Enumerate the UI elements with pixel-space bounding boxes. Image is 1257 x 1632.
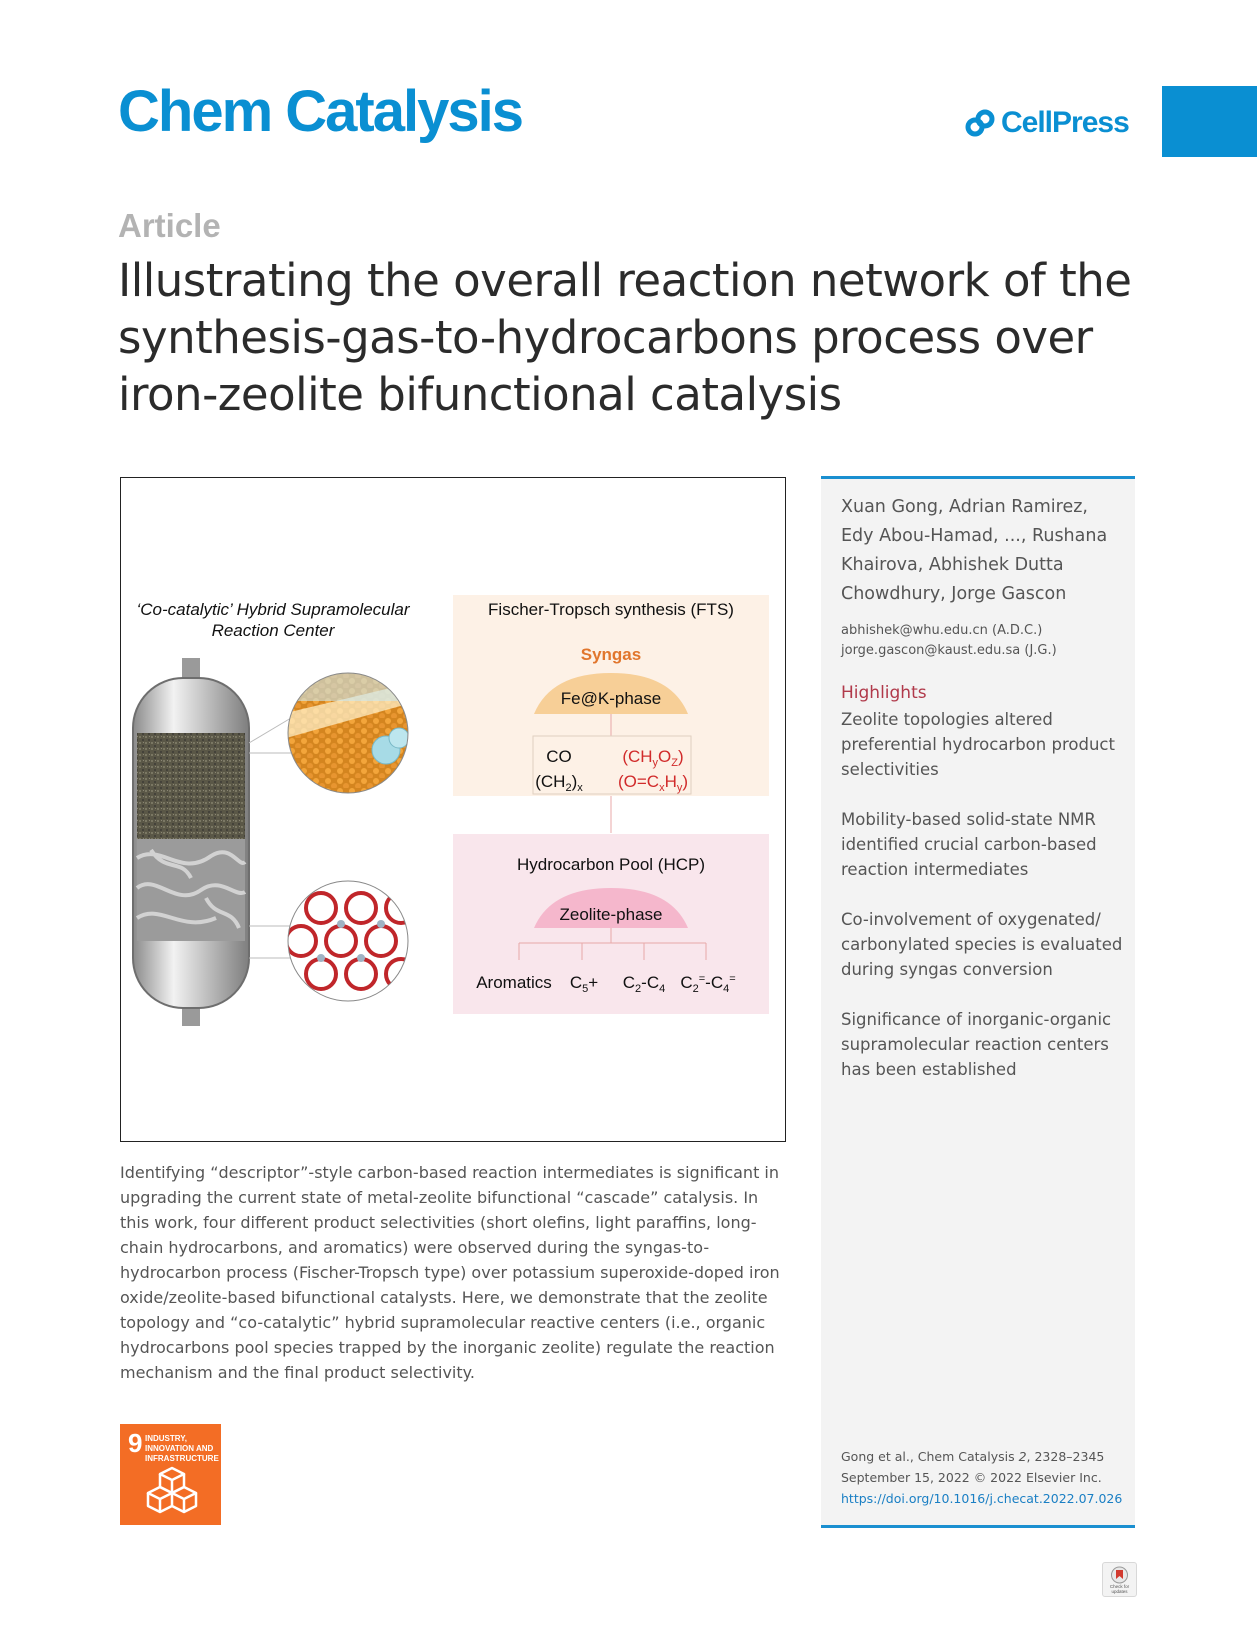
product-aromatics: Aromatics bbox=[476, 973, 552, 992]
sdg-number: 9 bbox=[128, 1428, 143, 1458]
graphical-abstract bbox=[120, 477, 786, 1142]
check-for-updates-badge[interactable] bbox=[1102, 1562, 1137, 1597]
svg-text:updates: updates bbox=[1111, 1589, 1128, 1594]
bookmark-icon bbox=[1103, 1563, 1136, 1596]
zeolite-phase-label: Zeolite-phase bbox=[559, 905, 663, 924]
reactor-vessel bbox=[133, 658, 249, 1026]
product-c5-plus: $C_5+$ bbox=[569, 973, 599, 995]
highlight-item: Zeolite topologies altered preferential hydrocarbon product selectivities bbox=[841, 710, 1115, 779]
highlights-list bbox=[841, 707, 1126, 1107]
doi-link[interactable]: https://doi.org/10.1016/j.checat.2022.07.026 bbox=[841, 1491, 1123, 1506]
reaction-center-caption-1: ‘Co-catalytic’ Hybrid Supramolecular bbox=[136, 600, 410, 619]
highlight-item: Significance of inorganic-organic supramolecular reaction centers has been established bbox=[841, 1010, 1112, 1079]
citation-line: Gong et al., Chem Catalysis 2, 2328–2345 bbox=[841, 1449, 1105, 1464]
zeolite-framework-zoom-illustration bbox=[286, 879, 416, 1004]
highlights-heading: Highlights bbox=[841, 683, 927, 703]
hcp-title: Hydrocarbon Pool (HCP) bbox=[516, 855, 706, 874]
svg-text:Check for: Check for bbox=[1109, 1584, 1130, 1589]
abstract-text: Identifying “descriptor”-style carbon-based reaction intermediates is significant in upgrading the current state of metal-zeolite bifunctional “cascade” catalysis. In this work, four different product selectivities (short olefins, light paraffins, long-chain hydrocarbons, and aromatics) were observed during the syngas-to-hydrocarbon process (Fischer-Tropsch type) over potassium superoxide-doped iron oxide/zeolite-based bifunctional catalysts. Here, we demonstrate that the zeolite topology and “co-catalytic” hybrid supramolecular reactive centers (i.e., organic hydrocarbons pool species trapped by the inorganic zeolite) regulate the reaction mechanism and the final product selectivity. bbox=[120, 1163, 780, 1382]
cubes-icon bbox=[144, 1464, 200, 1520]
journal-color-tab bbox=[1162, 86, 1257, 157]
publisher-name: CellPress bbox=[1001, 106, 1129, 139]
highlight-item: Co-involvement of oxygenated/ carbonylated species is evaluated during syngas conversion bbox=[841, 910, 1123, 979]
email-link[interactable]: abhishek@whu.edu.cn (A.D.C.) bbox=[841, 623, 1043, 638]
chyoz-label: $(CH_yO_Z)$ bbox=[622, 747, 684, 769]
citation-block bbox=[841, 1446, 1122, 1509]
ocxhy-label: $(O=C_xH_y)$ bbox=[617, 772, 689, 794]
fts-title: Fischer-Tropsch synthesis (FTS) bbox=[488, 600, 734, 619]
sdg-label: INDUSTRY, INNOVATION AND INFRASTRUCTURE bbox=[145, 1434, 219, 1463]
co-label: CO bbox=[546, 747, 572, 766]
product-c2-c4: $C_2-C_4$ bbox=[622, 973, 666, 995]
reaction-center-caption-2: Reaction Center bbox=[211, 621, 335, 640]
cellpress-icon bbox=[965, 108, 995, 138]
sdg-badge bbox=[120, 1424, 221, 1525]
article-sidebar bbox=[821, 476, 1135, 1528]
article-type-label: Article bbox=[118, 207, 221, 244]
email-link[interactable]: jorge.gascon@kaust.edu.sa (J.G.) bbox=[841, 643, 1057, 658]
contact-emails bbox=[841, 621, 1057, 661]
citation-date: September 15, 2022 © 2022 Elsevier Inc. bbox=[841, 1470, 1102, 1485]
journal-title: Chem Catalysis bbox=[118, 79, 522, 144]
syngas-label: Syngas bbox=[580, 645, 642, 664]
author-list: Xuan Gong, Adrian Ramirez, Edy Abou-Hamad, ..., Rushana Khairova, Abhishek Dutta Chowdhury, Jorge Gascon bbox=[841, 497, 1108, 604]
cellpress-logo[interactable] bbox=[965, 106, 1129, 140]
fe-catalyst-zoom-illustration bbox=[286, 671, 411, 796]
highlight-item: Mobility-based solid-state NMR identified crucial carbon-based reaction intermediates bbox=[841, 810, 1097, 879]
product-c2-c4-olefins: $C_2^=-C_4^=$ bbox=[680, 973, 736, 995]
ch2x-label: $(CH_2)_x$ bbox=[535, 772, 583, 794]
fe-k-phase-label: Fe@K-phase bbox=[560, 689, 662, 708]
article-title: Illustrating the overall reaction network of the synthesis-gas-to-hydrocarbons process over iron-zeolite bifunctional catalysis bbox=[118, 254, 1132, 421]
